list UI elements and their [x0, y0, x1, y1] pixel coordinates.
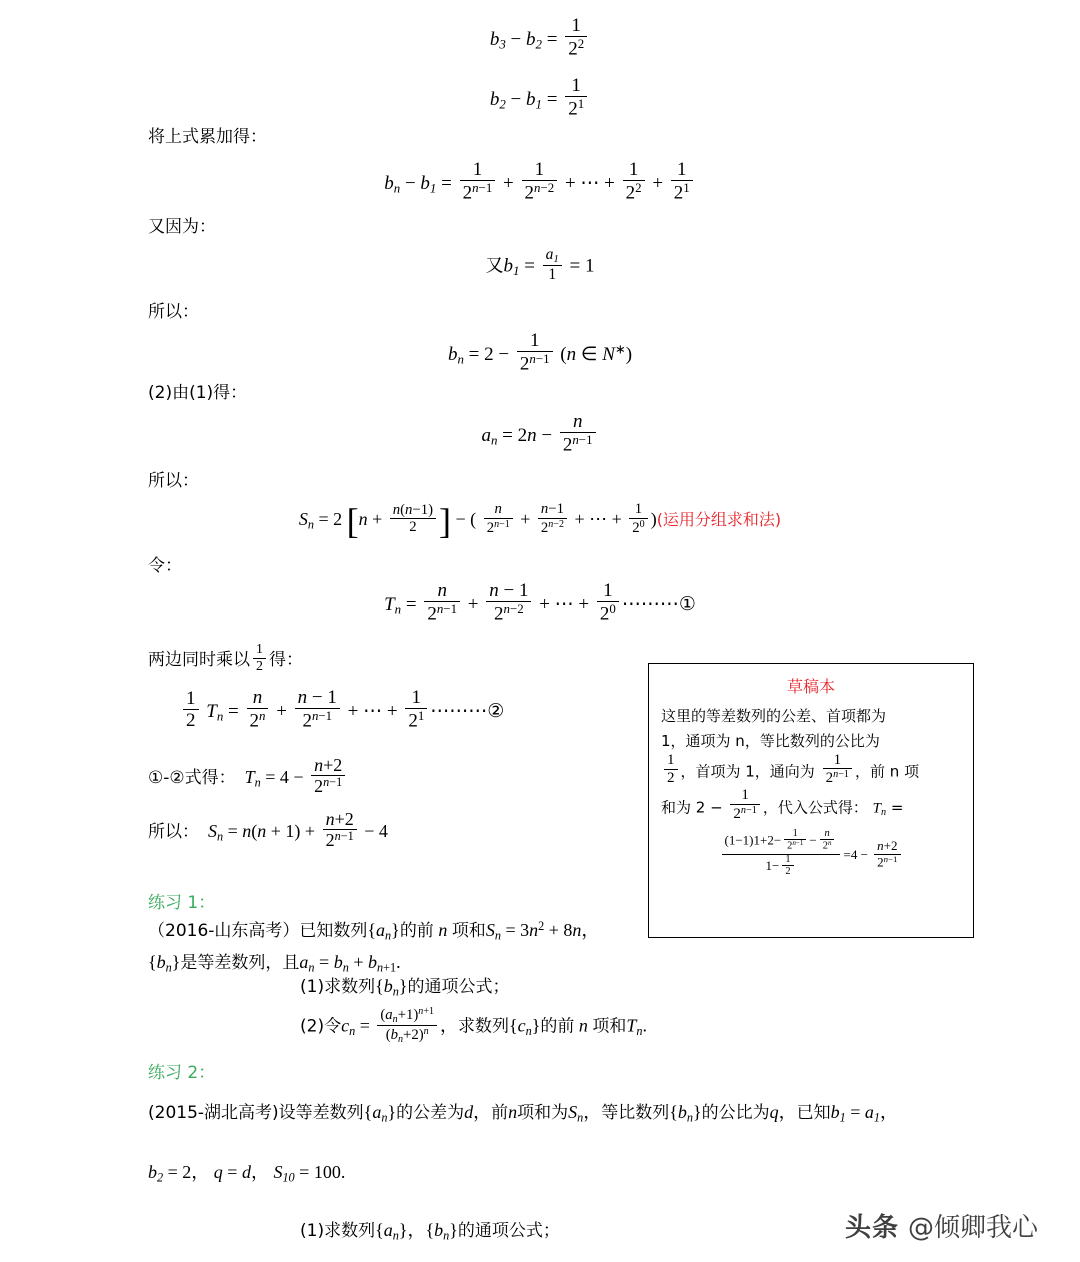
exercise-2-question-1: (1)求数列{an}，{bn}的通项公式；: [300, 1220, 560, 1243]
equation-sn-result: 所以： Sn = n(n + 1) + $\frac{n+2}{2^{n-1}}$ − 4: [148, 809, 388, 851]
exercise-1-text: （2016-山东高考）已知数列{an}的前 n 项和$Sn = 3n^2 + 8n$，{bn}是等差数列，且an = bn + bn+1.: [148, 918, 600, 975]
draft-note-line-1: 这里的等差数列的公差、首项都为: [661, 707, 887, 726]
label-part-2: (2)由(1)得：: [148, 383, 248, 403]
equation-tn-2: $\frac{1}{2}$ Tn = $\frac{n}{2^n}$ + $\frac{n - 1}{2^{n-1}}$ + ⋯ + $\frac{1}{2^1}$ ⋯⋯⋯②: [180, 690, 504, 735]
watermark: [845, 1207, 1038, 1244]
draft-note-line-2: 1，通项为 n，等比数列的公比为: [661, 732, 880, 751]
equation-sn-annotation: (运用分组求和法): [656, 510, 782, 530]
exercise-2-text-1: (2015-湖北高考)设等差数列{an}的公差为d，前n项和为Sn，等比数列{bn}的公比为q，已知$b_1 = a_1$，: [148, 1102, 899, 1125]
label-multiply-both-sides: 两边同时乘以 $\frac{1}{2}$ 得：: [148, 641, 303, 674]
draft-note-title: 草稿本: [786, 677, 835, 696]
label-accumulate: 将上式累加得：: [148, 127, 267, 147]
toutiao-logo: 头条: [844, 1213, 899, 1243]
label-therefore-1: 所以：: [148, 302, 199, 322]
watermark-handle: @倾卿我心: [907, 1213, 1038, 1243]
exercise-1-heading: 练习 1：: [148, 893, 216, 913]
exercise-2-text-2: $b_2 = 2$， q = d， $S_{10} = 100$.: [148, 1162, 346, 1185]
equation-tn-result: ①-②式得： Tn = 4 − $\frac{n+2}{2^{n-1}}$: [148, 758, 348, 799]
equation-b3-b2: $b_3 - b_2$ = $\frac{1}{2^2}$: [0, 18, 1080, 63]
equation-bn-b1: bn − $b_1$ = $\frac{1}{2^{n-1}}$ + $\frac{1}{2^{n-2}}$ + ⋯ + $\frac{1}{2^2}$ + $\frac{1}{2^1}$: [0, 162, 1080, 207]
label-let: 令：: [148, 556, 182, 576]
equation-sn: Sn = 2 [n + $\frac{n(n-1)}{2}$ ] − ( $\frac{n}{2^{n-1}}$ + $\frac{n-1}{2^{n-2}}$ + ⋯ + $\frac{1}{2^0}$ )(运用分组求和法): [298, 501, 782, 541]
draft-note-line-4: 和为 2 − $\frac{1}{2^{n-1}}$ ，代入公式得： Tn =: [661, 787, 904, 823]
equation-b1: 又$b_1$ = $\frac{a_1}{1}$ = 1: [485, 245, 595, 284]
exercise-1-question-1: (1)求数列{bn}的通项公式；: [300, 976, 510, 999]
equation-b2-b1: $b_2 - b_1$ = $\frac{1}{2^1}$: [0, 78, 1080, 123]
label-because: 又因为：: [148, 217, 216, 237]
draft-note-line-5: (1−1)1+2− $\frac{1}{2^{n-1}}$ − $\frac{n}{2^n}$ 1− $\frac{1}{2}$ =4 − $\frac{n+2}{2^{n-1}}$: [661, 831, 961, 881]
label-therefore-2: 所以：: [148, 471, 199, 491]
equation-tn-1: Tn = $\frac{n}{2^{n-1}}$ + $\frac{n - 1}{2^{n-2}}$ + ⋯ + $\frac{1}{2^0}$ ⋯⋯⋯①: [384, 580, 696, 625]
exercise-2-heading: 练习 2：: [148, 1063, 216, 1083]
equation-bn: bn = 2 − $\frac{1}{2^{n-1}}$ (n ∈ N∗): [447, 330, 633, 375]
draft-note-box: [648, 663, 974, 938]
exercise-1-question-2: (2)令cn = $\frac{(an+1)^{n+1}}{(bn+2)^n}$ ，求数列{cn}的前 n 项和Tn.: [300, 1005, 648, 1045]
draft-note-line-3: $\frac{1}{2}$ ，首项为 1，通向为 $\frac{1}{2^{n-1}}$ ，前 n 项: [661, 754, 961, 790]
equation-an: an = 2n − $\frac{n}{2^{n-1}}$: [0, 414, 1080, 459]
